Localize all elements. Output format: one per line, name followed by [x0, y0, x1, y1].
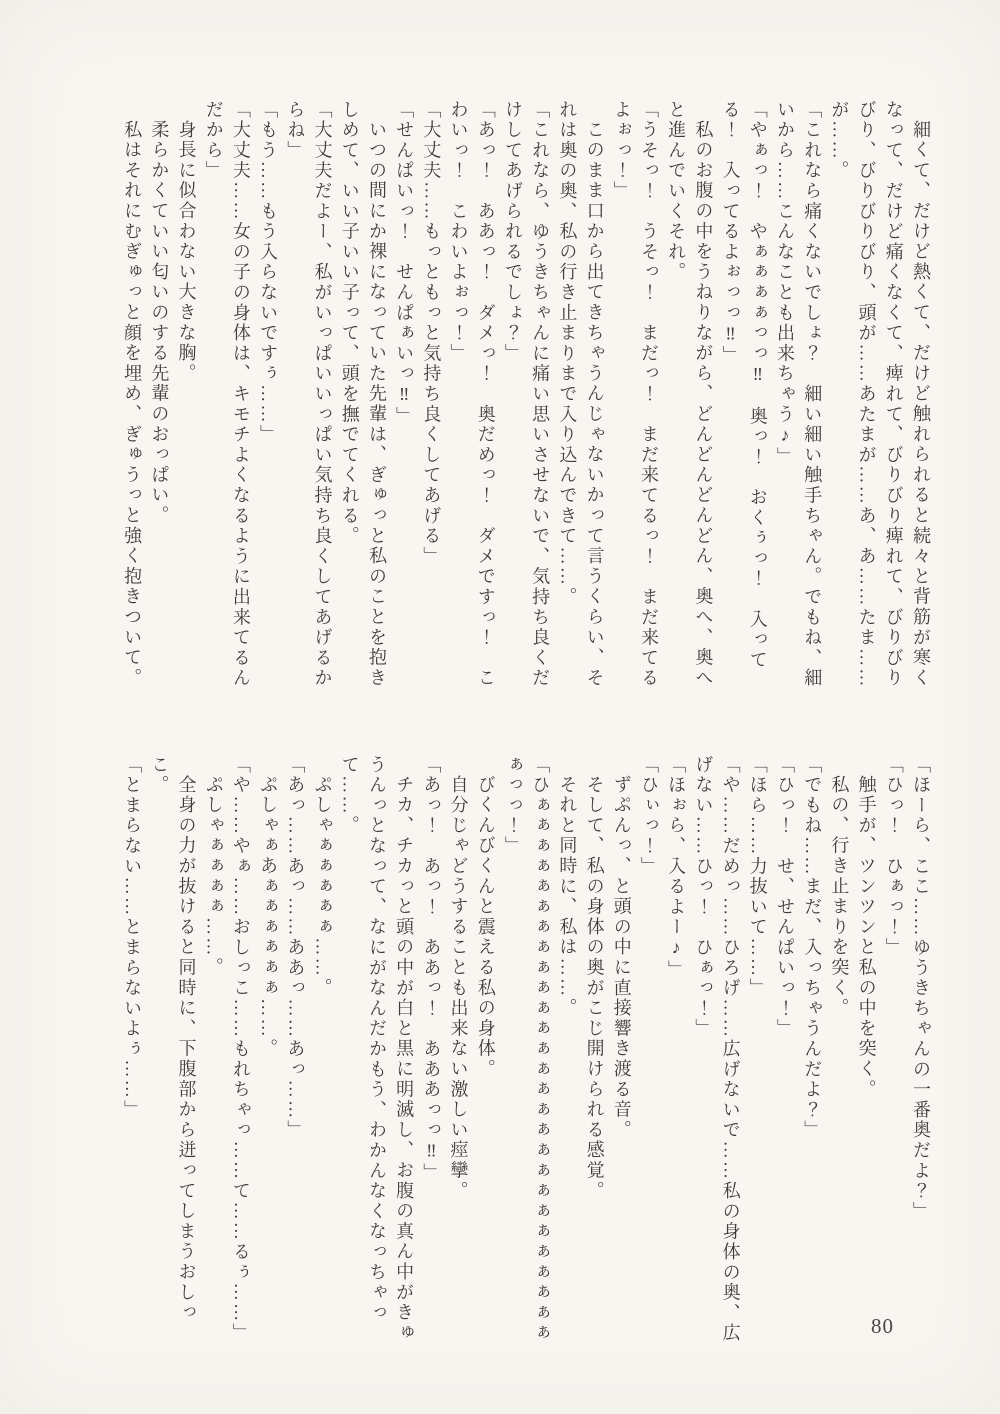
paragraph: 「あっ！ ああっ！ ダメっ！ 奥だめっ！ ダメですっ！ こわいっ！ こわいよぉっ！」 — [448, 100, 496, 689]
paragraph: 全身の力が抜けると同時に、下腹部から迸ってしまうおしっこ。 — [149, 755, 197, 1324]
paragraph: 「もう……もう入らないですぅ……」 — [258, 100, 279, 446]
paragraph: 「大丈夫……もっともっと気持ち良くしてあげる」 — [421, 100, 442, 567]
page-number: 80 — [871, 1314, 894, 1338]
paragraph: 「ひぃっ！」 — [638, 755, 659, 877]
paragraph: ぷしゃぁあぁぁぁぁぁぁ……。 — [258, 775, 279, 1060]
paragraph: 「あっ！ あっ！ ああっ！ あああっっ‼」 — [421, 755, 442, 1184]
paragraph: 私のお腹の中をうねりながら、どんどんどんどん、奥へ、奥へと進んでいくそれ。 — [666, 100, 714, 689]
paragraph: 「これなら、ゆうきちゃんに痛い思いさせないで、気持ち良くだけしてあげられるでしょ？」 — [502, 100, 551, 689]
paragraph: 柔らかくていい匂いのする先輩のおっぱい。 — [149, 120, 170, 527]
paragraph: 「大丈夫だよー、私がいっぱいいっぱい気持ち良くしてあげるからね」 — [285, 100, 333, 689]
paragraph: このまま口から出てきちゃうんじゃないかって言うくらい、それは奥の奥、私の行き止まりまで入り込んできて……。 — [557, 100, 605, 689]
paragraph: 細くて、だけど熱くて、だけど触れられると続々と背筋が寒くなって、だけど痛くなくて、痺れて、びりびり痺れて、びりびりびり、びりびりびり、頭が……あたまが……あ、あ……たま……が……。 — [829, 100, 931, 689]
paragraph: 「うそっ！ うそっ！ まだっ！ まだ来てるっ！ まだ来てるよぉっ！」 — [611, 100, 659, 689]
paragraph: 「大丈夫……女の子の身体は、キモチよくなるように出来てるんだから」 — [203, 100, 251, 689]
paragraph: 身長に似合わない大きな胸。 — [176, 120, 197, 385]
paragraph: 「とまらない……とまらないよぅ……」 — [122, 755, 143, 1121]
paragraph: 「ひぁぁぁぁぁぁぁぁぁぁぁぁぁぁぁぁぁぁぁぁぁぁぁぁぁぁぁぁっっ！」 — [502, 755, 551, 1344]
paragraph: それと同時に、私は……。 — [557, 775, 578, 1019]
paragraph: 「でもね……まだ、入っちゃうんだよ？」 — [802, 755, 823, 1141]
top-text-block — [84, 100, 934, 689]
paragraph: 「せんぱいっ！ せんぱぁいっ‼」 — [394, 100, 415, 427]
paragraph: ぷしゃぁぁぁぁ……。 — [203, 775, 224, 979]
paragraph: 「これなら痛くないでしょ？ 細い細い触手ちゃん。でもね、細いから……こんなことも出来ちゃう♪」 — [774, 100, 823, 689]
paragraph: 「ほーら、ここ……ゆうきちゃんの一番奥だよ？」 — [911, 755, 931, 1222]
paragraph: そして、私の身体の奥がこじ開けられる感覚。 — [584, 775, 605, 1202]
paragraph: 自分じゃどうすることも出来ない激しい痙攣。 — [448, 775, 469, 1202]
paragraph: 私の、行き止まりを突く。 — [829, 775, 850, 1019]
paragraph: 「や……やぁ……おしっこ……もれちゃっ……て……るぅ……」 — [230, 755, 251, 1344]
paragraph: チカ、チカっと頭の中が白と黒に明滅し、お腹の真ん中がきゅうんっとなって、なにがなんだかもう、わかんなくなっちゃって……。 — [339, 755, 415, 1344]
paragraph: ぷしゃぁぁぁぁぁ……。 — [312, 775, 333, 999]
bottom-text-block — [84, 755, 934, 1344]
paragraph: 触手が、ツンツンと私の中を突く。 — [856, 775, 877, 1101]
paragraph: ずぷんっ、と頭の中に直接響き渡る音。 — [611, 775, 632, 1141]
paragraph: 「や……だめっ……ひろげ……広げないで……私の身体の奥、広げない……ひっ！ ひぁっ！」 — [693, 755, 741, 1344]
paragraph: 私はそれにむぎゅっと顔を埋め、ぎゅうっと強く抱きついて。 — [122, 120, 143, 689]
paragraph: いつの間にか裸になっていた先輩は、ぎゅっと私のことを抱きしめて、いい子いい子って、頭を撫でてくれる。 — [339, 100, 387, 689]
paragraph: びくんびくんと震える私の身体。 — [475, 775, 496, 1080]
paragraph: 「ほら……力抜いて……」 — [747, 755, 768, 999]
paragraph: 「あっ……あっ……ああっ……あっ……」 — [285, 755, 306, 1141]
paragraph: 「やぁっ！ やぁぁぁぁっっ‼ 奥っ！ おくぅっ！ 入ってる！ 入ってるよぉっっ‼」 — [720, 100, 768, 671]
paragraph: 「ひっ！ ひぁっ！」 — [883, 755, 904, 958]
paragraph: 「ひっ！ せ、せんぱいっ！」 — [774, 755, 795, 1040]
paragraph: 「ほぉら、入るよー♪」 — [666, 755, 687, 981]
